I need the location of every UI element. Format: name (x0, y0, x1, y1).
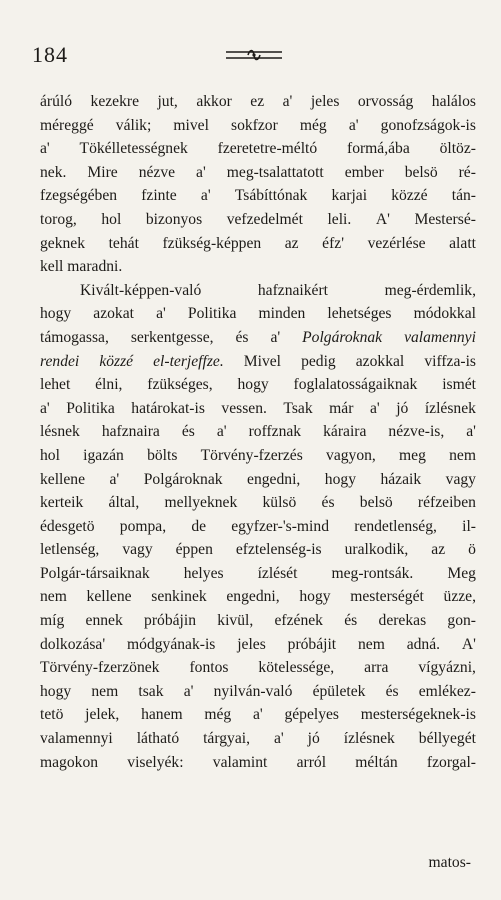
text-line: kell maradni. (40, 258, 123, 276)
text-line: magokon viselyék: valamint arról méltán fzorgal- (40, 753, 476, 771)
text-line: Polgár-társaiknak helyes ízlését meg-rontsák. Meg (40, 564, 476, 582)
text-line: míg ennek próbájin kivül, efzének és derekas gon- (40, 612, 476, 630)
text-line: geknek tehát fzükség-képpen az éfz' vezérlése alatt (40, 234, 476, 252)
text-line: lésnek hafznaira és a' roffznak káraira nézve-is, a' (40, 423, 476, 441)
text-line: rendei közzé el-terjeffze. Mivel pedig azokkal viffza-is (40, 352, 476, 370)
text-line: lehet élni, fzükséges, hogy foglalatosságaiknak ismét (40, 376, 476, 394)
text-line: árúló kezekre jut, akkor ez a' jeles orvosság halálos (40, 93, 476, 110)
text-line: hogy nem tsak a' nyilván-való épületek és emlékez- (40, 682, 476, 700)
decorative-rule-ornament-icon (226, 48, 282, 62)
text-line: dolkozása' módgyának-is jeles próbájit nem adná. A' (40, 635, 476, 653)
text-line: nek. Mire nézve a' meg-tsalattatott ember belsö ré- (40, 163, 476, 181)
text-line: támogassa, serkentgesse, és a' Polgároknak valamennyi (40, 328, 476, 346)
text-line: Törvény-fzerzönek fontos kötelessége, arra vígyázni, (40, 659, 476, 677)
catchword: matos- (428, 854, 471, 871)
text-line: letlenség, vagy éppen efztelenség-is uralkodik, az ö (40, 541, 476, 559)
text-line: édesgetö pompa, de egyfzer-'s-mind rendetlenség, il- (40, 517, 476, 535)
text-line: torog, hol bizonyos vefzedelmét leli. A' Mestersé- (40, 210, 476, 228)
text-line: méreggé válik; mivel sokfzor még a' gonofzságok-is (40, 116, 476, 134)
text-line: fzegségében fzinte a' Tsábíttónak karjai közzé tán- (40, 187, 476, 205)
text-line: nem kellene senkinek engedni, hogy mesterségét üzze, (40, 588, 476, 606)
text-line: kellene a' Polgároknak engedni, hogy házaik vagy (40, 470, 476, 488)
text-line: Kivált-képpen-való hafznaikért meg-érdemlik, (80, 281, 476, 299)
text-line: kerteik által, mellyeknek külsö és belsö réfzeiben (40, 494, 476, 512)
text-line: a' Politika határokat-is vessen. Tsak már a' jó ízlésnek (40, 399, 476, 417)
page-header (0, 0, 501, 70)
text-line: tetö jelek, hanem még a' gépelyes mesterségeknek-is (40, 706, 476, 724)
text-line: a' Tökélletességnek fzeretetre-méltó formá,ába öltöz- (40, 140, 476, 158)
body-text (40, 90, 476, 774)
text-line: valamennyi látható tárgyai, a' jó ízlésnek béllyegét (40, 730, 476, 748)
text-line: hol igazán bölts Törvény-fzerzés vagyon, meg nem (40, 446, 476, 464)
page-number: 184 (32, 42, 68, 67)
text-line: hogy azokat a' Politika minden lehetséges módokkal (40, 305, 476, 323)
